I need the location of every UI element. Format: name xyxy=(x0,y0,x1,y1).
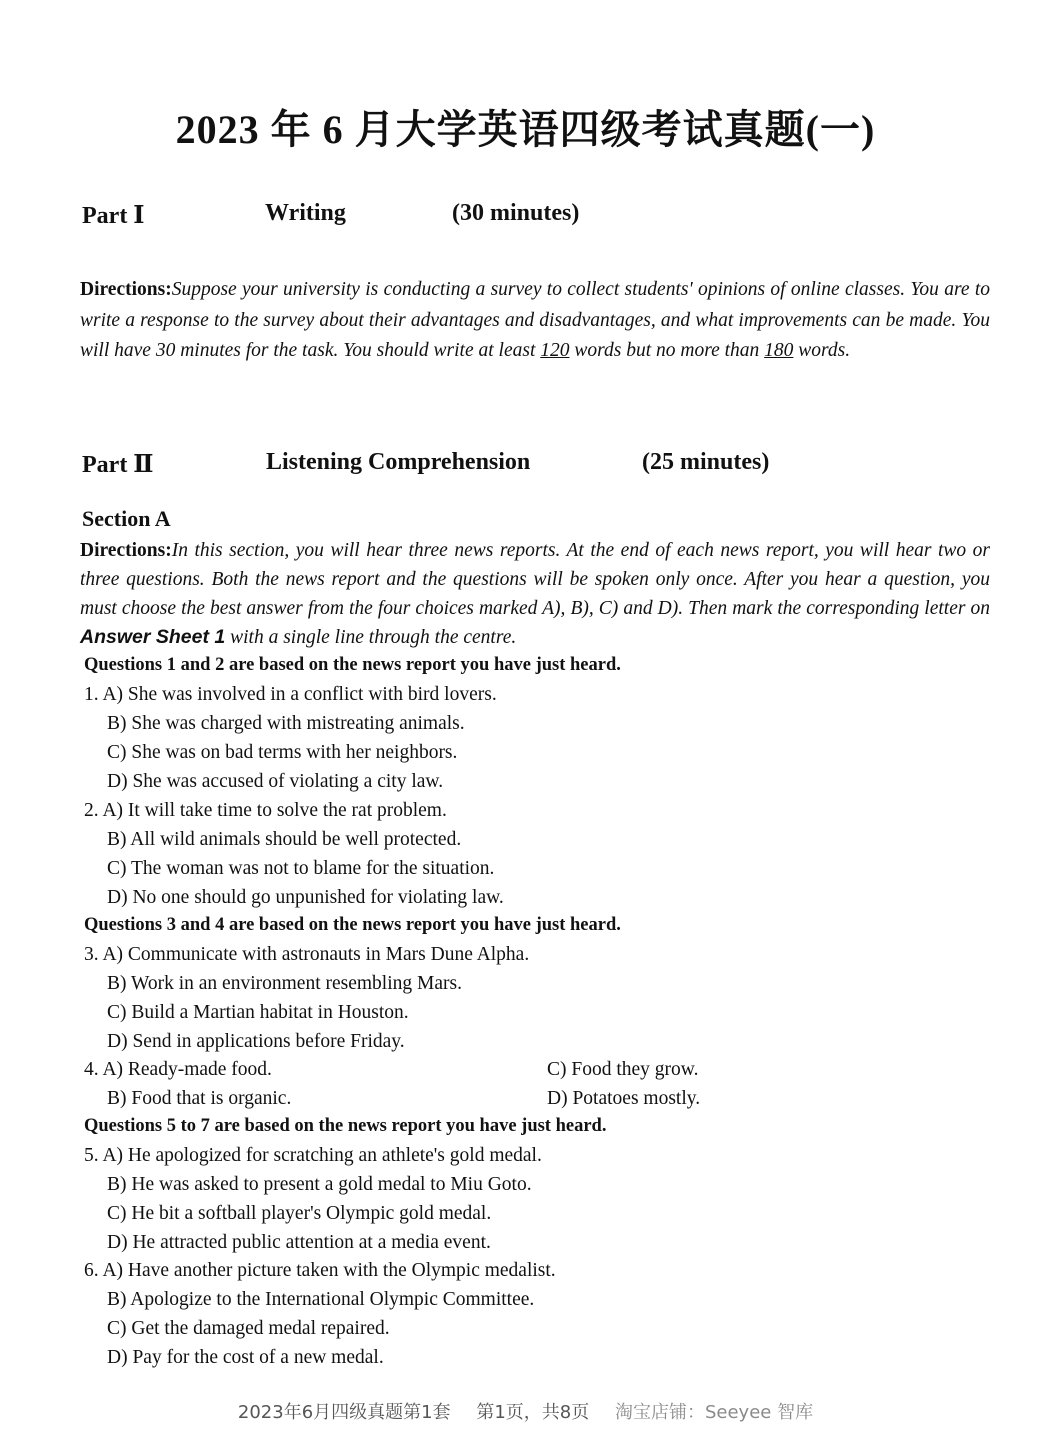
question-number: 4. xyxy=(84,1059,99,1080)
option-b: B) Apologize to the International Olympic Committee. xyxy=(107,1289,535,1310)
part-1-directions xyxy=(80,275,990,367)
option-a: A) Ready-made food. xyxy=(102,1059,272,1080)
option-c: C) Get the damaged medal repaired. xyxy=(107,1318,390,1339)
part-1-label: Part Ⅰ xyxy=(82,203,145,229)
question-1 xyxy=(84,680,497,709)
part-2-directions xyxy=(80,536,990,652)
directions-text: words. xyxy=(793,340,851,361)
question-number: 1. xyxy=(84,684,99,705)
footer-page-number: 第1页，共8页 xyxy=(476,1402,590,1423)
question-number: 3. xyxy=(84,944,99,965)
directions-text: words but no more than xyxy=(569,340,765,361)
min-words: 120 xyxy=(540,340,570,361)
question-3 xyxy=(84,940,529,969)
option-a: A) Communicate with astronauts in Mars Dune Alpha. xyxy=(102,944,530,965)
option-b: B) She was charged with mistreating animals. xyxy=(107,713,465,734)
option-a: A) He apologized for scratching an athlete's gold medal. xyxy=(102,1145,542,1166)
question-number: 5. xyxy=(84,1145,99,1166)
option-c: C) He bit a softball player's Olympic gold medal. xyxy=(107,1203,492,1224)
part-2-name: Listening Comprehension xyxy=(266,449,531,475)
question-6 xyxy=(84,1256,556,1285)
option-d: D) Pay for the cost of a new medal. xyxy=(107,1347,384,1368)
question-number: 2. xyxy=(84,800,99,821)
directions-text: with a single line through the centre. xyxy=(225,627,517,648)
max-words: 180 xyxy=(764,340,794,361)
option-a: A) She was involved in a conflict with bird lovers. xyxy=(102,684,497,705)
option-c: C) Build a Martian habitat in Houston. xyxy=(107,1002,409,1023)
part-1-time: (30 minutes) xyxy=(452,200,580,226)
option-b: B) All wild animals should be well protected. xyxy=(107,829,462,850)
option-d: D) Send in applications before Friday. xyxy=(107,1031,405,1052)
directions-text: In this section, you will hear three news reports. At the end of each news report, you will hear two or three questions. Both the news report and the questions will be spoken only once. After you hear a question, you must choose the best answer from the four choices marked A), B), C) and D). Then mark the corresponding letter on xyxy=(80,540,990,619)
answer-sheet-ref: Answer Sheet 1 xyxy=(80,626,226,648)
option-d: D) Potatoes mostly. xyxy=(547,1088,701,1109)
option-b: B) Work in an environment resembling Mars. xyxy=(107,973,462,994)
option-a: A) Have another picture taken with the Olympic medalist. xyxy=(102,1260,556,1281)
directions-label: Directions: xyxy=(80,279,172,300)
footer-doc-title: 2023年6月四级真题第1套 xyxy=(237,1402,451,1423)
directions-label: Directions: xyxy=(80,540,172,561)
page-footer xyxy=(0,1398,1051,1424)
part-2-label: Part Ⅱ xyxy=(82,452,154,478)
directions-text: Suppose your university is conducting a survey to collect students' opinions of online classes. You are to write a response to the survey about their advantages and disadvantages, and what improvements can be made. You will have 30 minutes for the task. You should write at least xyxy=(80,279,990,361)
option-d: D) She was accused of violating a city law. xyxy=(107,771,444,792)
question-5 xyxy=(84,1141,542,1170)
question-group-heading: Questions 3 and 4 are based on the news report you have just heard. xyxy=(84,915,621,935)
question-4 xyxy=(84,1055,272,1084)
option-a: A) It will take time to solve the rat problem. xyxy=(102,800,447,821)
section-a-title: Section A xyxy=(82,506,171,531)
part-2-time: (25 minutes) xyxy=(642,449,770,475)
option-b: B) Food that is organic. xyxy=(107,1088,292,1109)
page-title: 2023 年 6 月大学英语四级考试真题(一) xyxy=(175,107,876,152)
footer-shop: 淘宝店铺：Seeyee 智库 xyxy=(614,1402,814,1423)
question-group-heading: Questions 1 and 2 are based on the news report you have just heard. xyxy=(84,655,621,675)
option-c: C) Food they grow. xyxy=(547,1059,699,1080)
option-d: D) He attracted public attention at a media event. xyxy=(107,1232,491,1253)
question-number: 6. xyxy=(84,1260,99,1281)
option-c: C) The woman was not to blame for the situation. xyxy=(107,858,495,879)
question-group-heading: Questions 5 to 7 are based on the news report you have just heard. xyxy=(84,1116,607,1136)
option-d: D) No one should go unpunished for violating law. xyxy=(107,887,504,908)
option-b: B) He was asked to present a gold medal to Miu Goto. xyxy=(107,1174,532,1195)
option-c: C) She was on bad terms with her neighbors. xyxy=(107,742,458,763)
question-2 xyxy=(84,796,447,825)
part-1-name: Writing xyxy=(265,200,346,226)
